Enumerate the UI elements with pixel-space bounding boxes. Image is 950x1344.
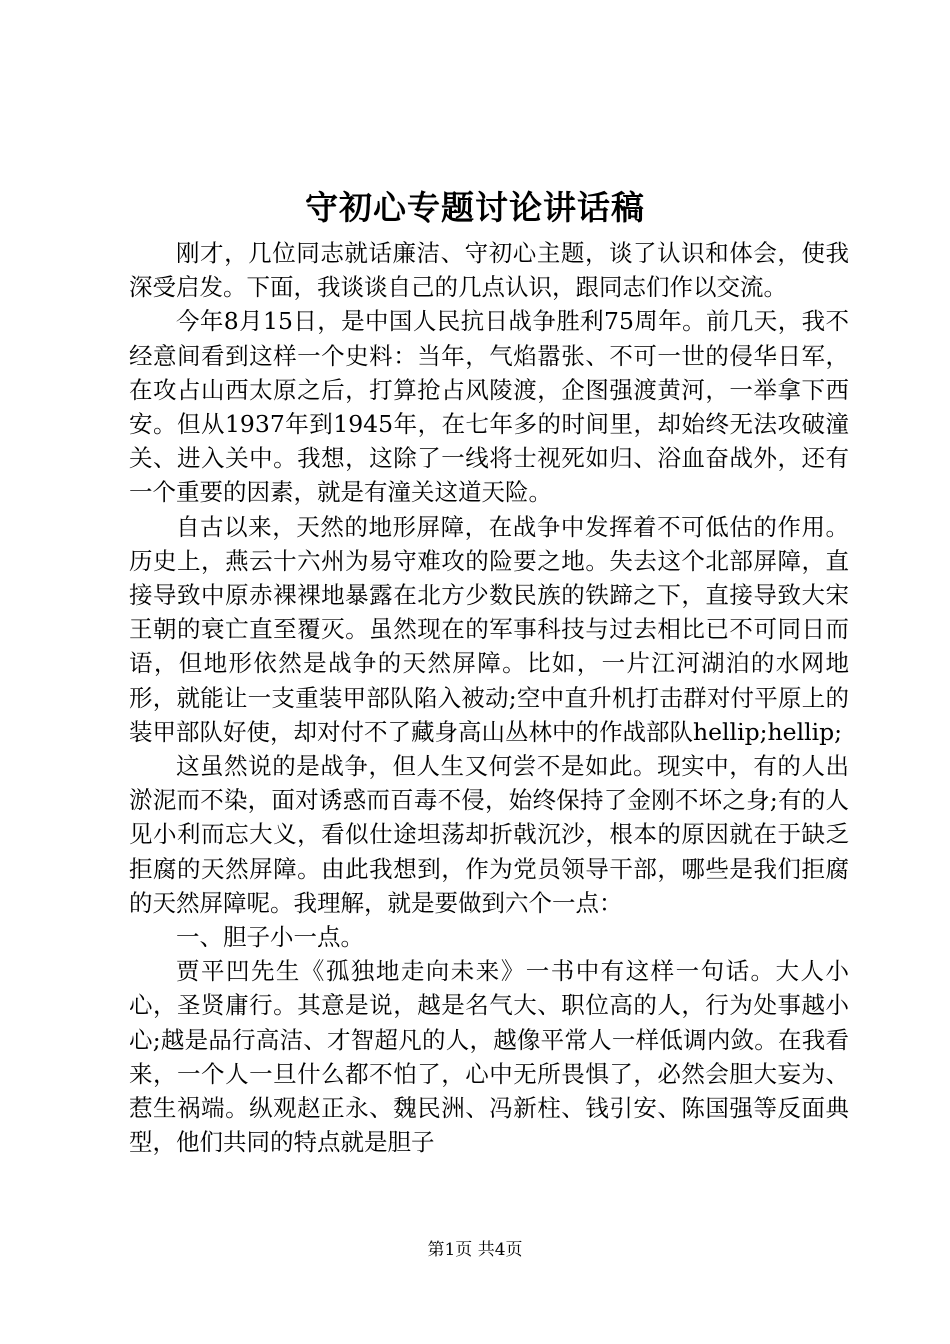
paragraph: 今年8月15日，是中国人民抗日战争胜利75周年。前几天，我不经意间看到这样一个史料：当年，气焰嚣张、不可一世的侵华日军，在攻占山西太原之后，打算抢占风陵渡，企图强渡黄河，一举拿下西安。但从1937年到1945年，在七年多的时间里，却始终无法攻破潼关、进入关中。我想，这除了一线将士视死如归、浴血奋战外，还有一个重要的因素，就是有潼关这道天险。 — [129, 307, 849, 507]
document-title: 守初心专题讨论讲话稿 — [305, 188, 645, 227]
page-number-footer: 第1页 共4页 — [427, 1240, 523, 1260]
section-heading: 一、胆子小一点。 — [176, 923, 364, 952]
document-body — [129, 236, 849, 1159]
paragraph: 自古以来，天然的地形屏障，在战争中发挥着不可低估的作用。历史上，燕云十六州为易守难攻的险要之地。失去这个北部屏障，直接导致中原赤裸裸地暴露在北方少数民族的铁蹄之下，直接导致大宋王朝的衰亡直至覆灭。虽然现在的军事科技与过去相比已不可同日而语，但地形依然是战争的天然屏障。比如，一片江河湖泊的水网地形，就能让一支重装甲部队陷入被动;空中直升机打击群对付平原上的装甲部队好使，却对付不了藏身高山丛林中的作战部队hellip;hellip; — [129, 512, 849, 746]
paragraph: 刚才，几位同志就话廉洁、守初心主题，谈了认识和体会，使我深受启发。下面，我谈谈自己的几点认识，跟同志们作以交流。 — [129, 239, 849, 302]
paragraph: 这虽然说的是战争，但人生又何尝不是如此。现实中，有的人出淤泥而不染，面对诱惑而百毒不侵，始终保持了金刚不坏之身;有的人见小利而忘大义，看似仕途坦荡却折戟沉沙，根本的原因就在于缺乏拒腐的天然屏障。由此我想到，作为党员领导干部，哪些是我们拒腐的天然屏障呢。我理解，就是要做到六个一点： — [129, 752, 849, 917]
paragraph: 贾平凹先生《孤独地走向未来》一书中有这样一句话。大人小心，圣贤庸行。其意是说，越是名气大、职位高的人，行为处事越小心;越是品行高洁、才智超凡的人，越像平常人一样低调内敛。在我看来，一个人一旦什么都不怕了，心中无所畏惧了，必然会胆大妄为、惹生祸端。纵观赵正永、魏民洲、冯新柱、钱引安、陈国强等反面典型，他们共同的特点就是胆子 — [129, 957, 849, 1157]
